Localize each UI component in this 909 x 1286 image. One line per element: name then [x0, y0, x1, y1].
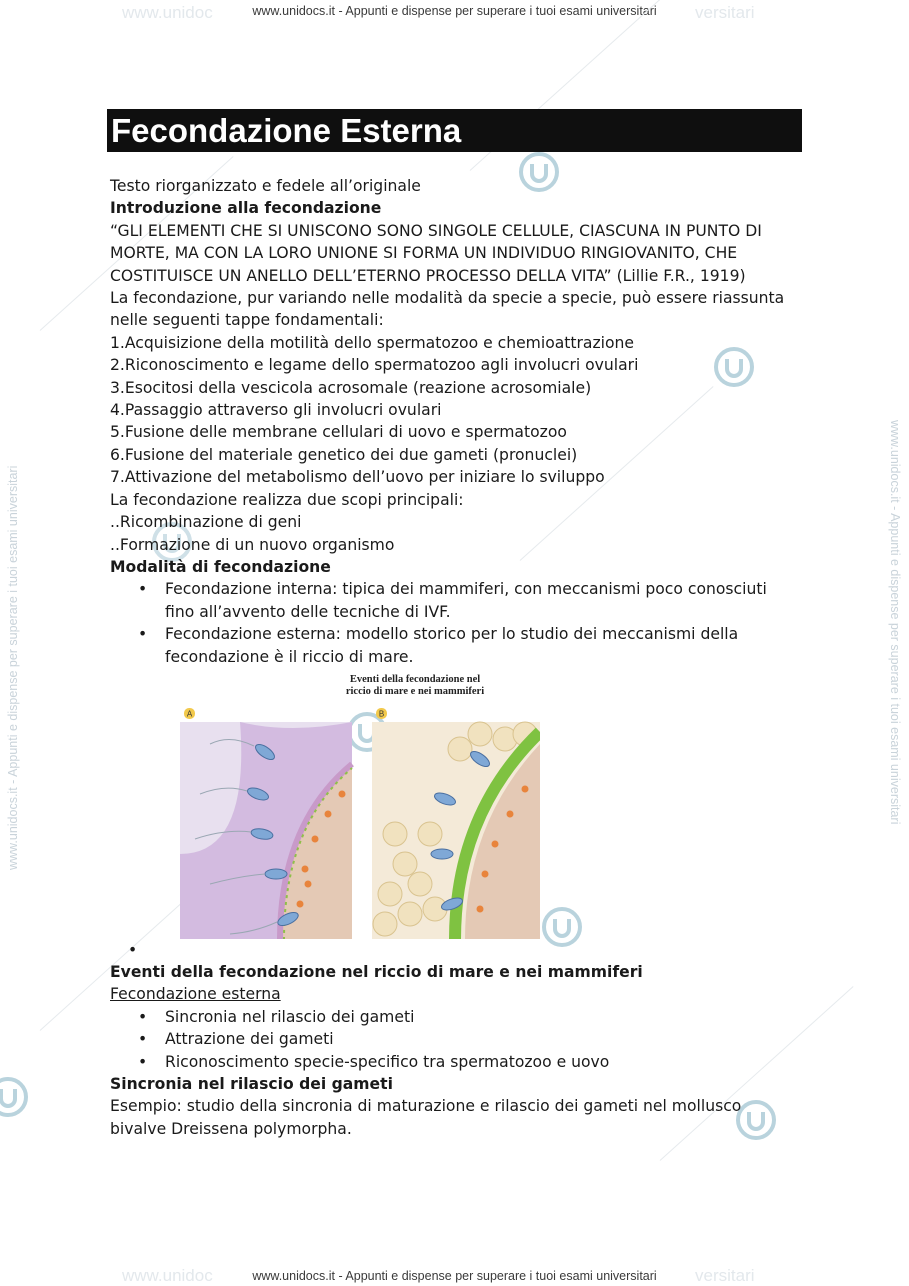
watermark-side-left: www.unidocs.it - Appunti e dispense per superare i tuoi esami universitari [6, 465, 20, 870]
list-item: • Fecondazione interna: tipica dei mammiferi, con meccanismi poco conosciuti fino all’avvento delle tecniche di IVF. [165, 578, 810, 623]
quote-line: “GLI ELEMENTI CHE SI UNISCONO SONO SINGOLE CELLULE, CIASCUNA IN PUNTO DI [110, 221, 762, 240]
figure-title: Eventi della fecondazione nel riccio di mare e nei mammiferi [345, 673, 485, 697]
empty-list-item: • [128, 940, 138, 959]
watermark-bottom: www.unidocs.it - Appunti e dispense per superare i tuoi esami universitari [252, 1269, 657, 1283]
document-body [110, 175, 810, 1140]
figure-illustration [180, 704, 540, 939]
figure-panel-b [372, 708, 540, 939]
list-item: • Riconoscimento specie-specifico tra spermatozoo e uovo [165, 1051, 810, 1073]
section-heading: Introduzione alla fecondazione [110, 199, 382, 218]
paragraph-line: La fecondazione realizza due scopi principali: [110, 490, 464, 509]
paragraph-line: Esempio: studio della sincronia di maturazione e rilascio dei gameti nel mollusco [110, 1097, 742, 1116]
section-heading: Eventi della fecondazione nel riccio di mare e nei mammiferi [110, 962, 643, 981]
watermark-ghost-left: www.unidoc [122, 3, 213, 22]
step-item: 4.Passaggio attraverso gli involucri ovulari [110, 401, 442, 420]
list-item: • Sincronia nel rilascio dei gameti [165, 1006, 810, 1028]
figure-panel-label: A [186, 709, 193, 719]
modalita-list [110, 578, 810, 668]
step-item: 3.Esocitosi della vescicola acrosomale (reazione acrosomiale) [110, 378, 592, 397]
step-item: 7.Attivazione del metabolismo dell’uovo per iniziare lo sviluppo [110, 468, 605, 487]
figure-panel-label: B [378, 709, 385, 719]
scopo-item: ..Formazione di un nuovo organismo [110, 535, 395, 554]
watermark-side-right: www.unidocs.it - Appunti e dispense per superare i tuoi esami universitari [888, 420, 902, 825]
figure-panel-a [180, 708, 352, 939]
unidocs-logo-icon [0, 1075, 30, 1119]
subsection-heading: Fecondazione esterna [110, 985, 281, 1004]
page-title: Fecondazione Esterna [107, 109, 802, 152]
list-item: • Fecondazione esterna: modello storico per lo studio dei meccanismi della fecondazione è il riccio di mare. [165, 623, 810, 668]
fertilization-figure [180, 674, 540, 939]
watermark-ghost-right-bottom: versitari [695, 1266, 755, 1285]
fecondazione-esterna-list [110, 1006, 810, 1073]
subtitle: Testo riorganizzato e fedele all’originale [110, 177, 421, 195]
step-item: 6.Fusione del materiale genetico dei due gameti (pronuclei) [110, 445, 578, 464]
watermark-top: www.unidocs.it - Appunti e dispense per superare i tuoi esami universitari [252, 4, 657, 18]
paragraph-line: nelle seguenti tappe fondamentali: [110, 311, 384, 330]
quote-line: MORTE, MA CON LA LORO UNIONE SI FORMA UN INDIVIDUO RINGIOVANITO, CHE [110, 244, 738, 263]
section-heading: Sincronia nel rilascio dei gameti [110, 1074, 393, 1093]
step-item: 2.Riconoscimento e legame dello spermatozoo agli involucri ovulari [110, 356, 639, 375]
list-item: • Attrazione dei gameti [165, 1028, 810, 1050]
paragraph-line: La fecondazione, pur variando nelle modalità da specie a specie, può essere riassunta [110, 289, 785, 308]
step-item: 5.Fusione delle membrane cellulari di uovo e spermatozoo [110, 423, 567, 442]
paragraph-line: bivalve Dreissena polymorpha. [110, 1119, 352, 1138]
scopo-item: ..Ricombinazione di geni [110, 513, 302, 532]
section-heading: Modalità di fecondazione [110, 557, 331, 576]
quote-line: COSTITUISCE UN ANELLO DELL’ETERNO PROCESSO DELLA VITA” (Lillie F.R., 1919) [110, 266, 746, 285]
step-item: 1.Acquisizione della motilità dello spermatozoo e chemioattrazione [110, 333, 635, 352]
watermark-ghost-right: versitari [695, 3, 755, 22]
watermark-ghost-left-bottom: www.unidoc [122, 1266, 213, 1285]
